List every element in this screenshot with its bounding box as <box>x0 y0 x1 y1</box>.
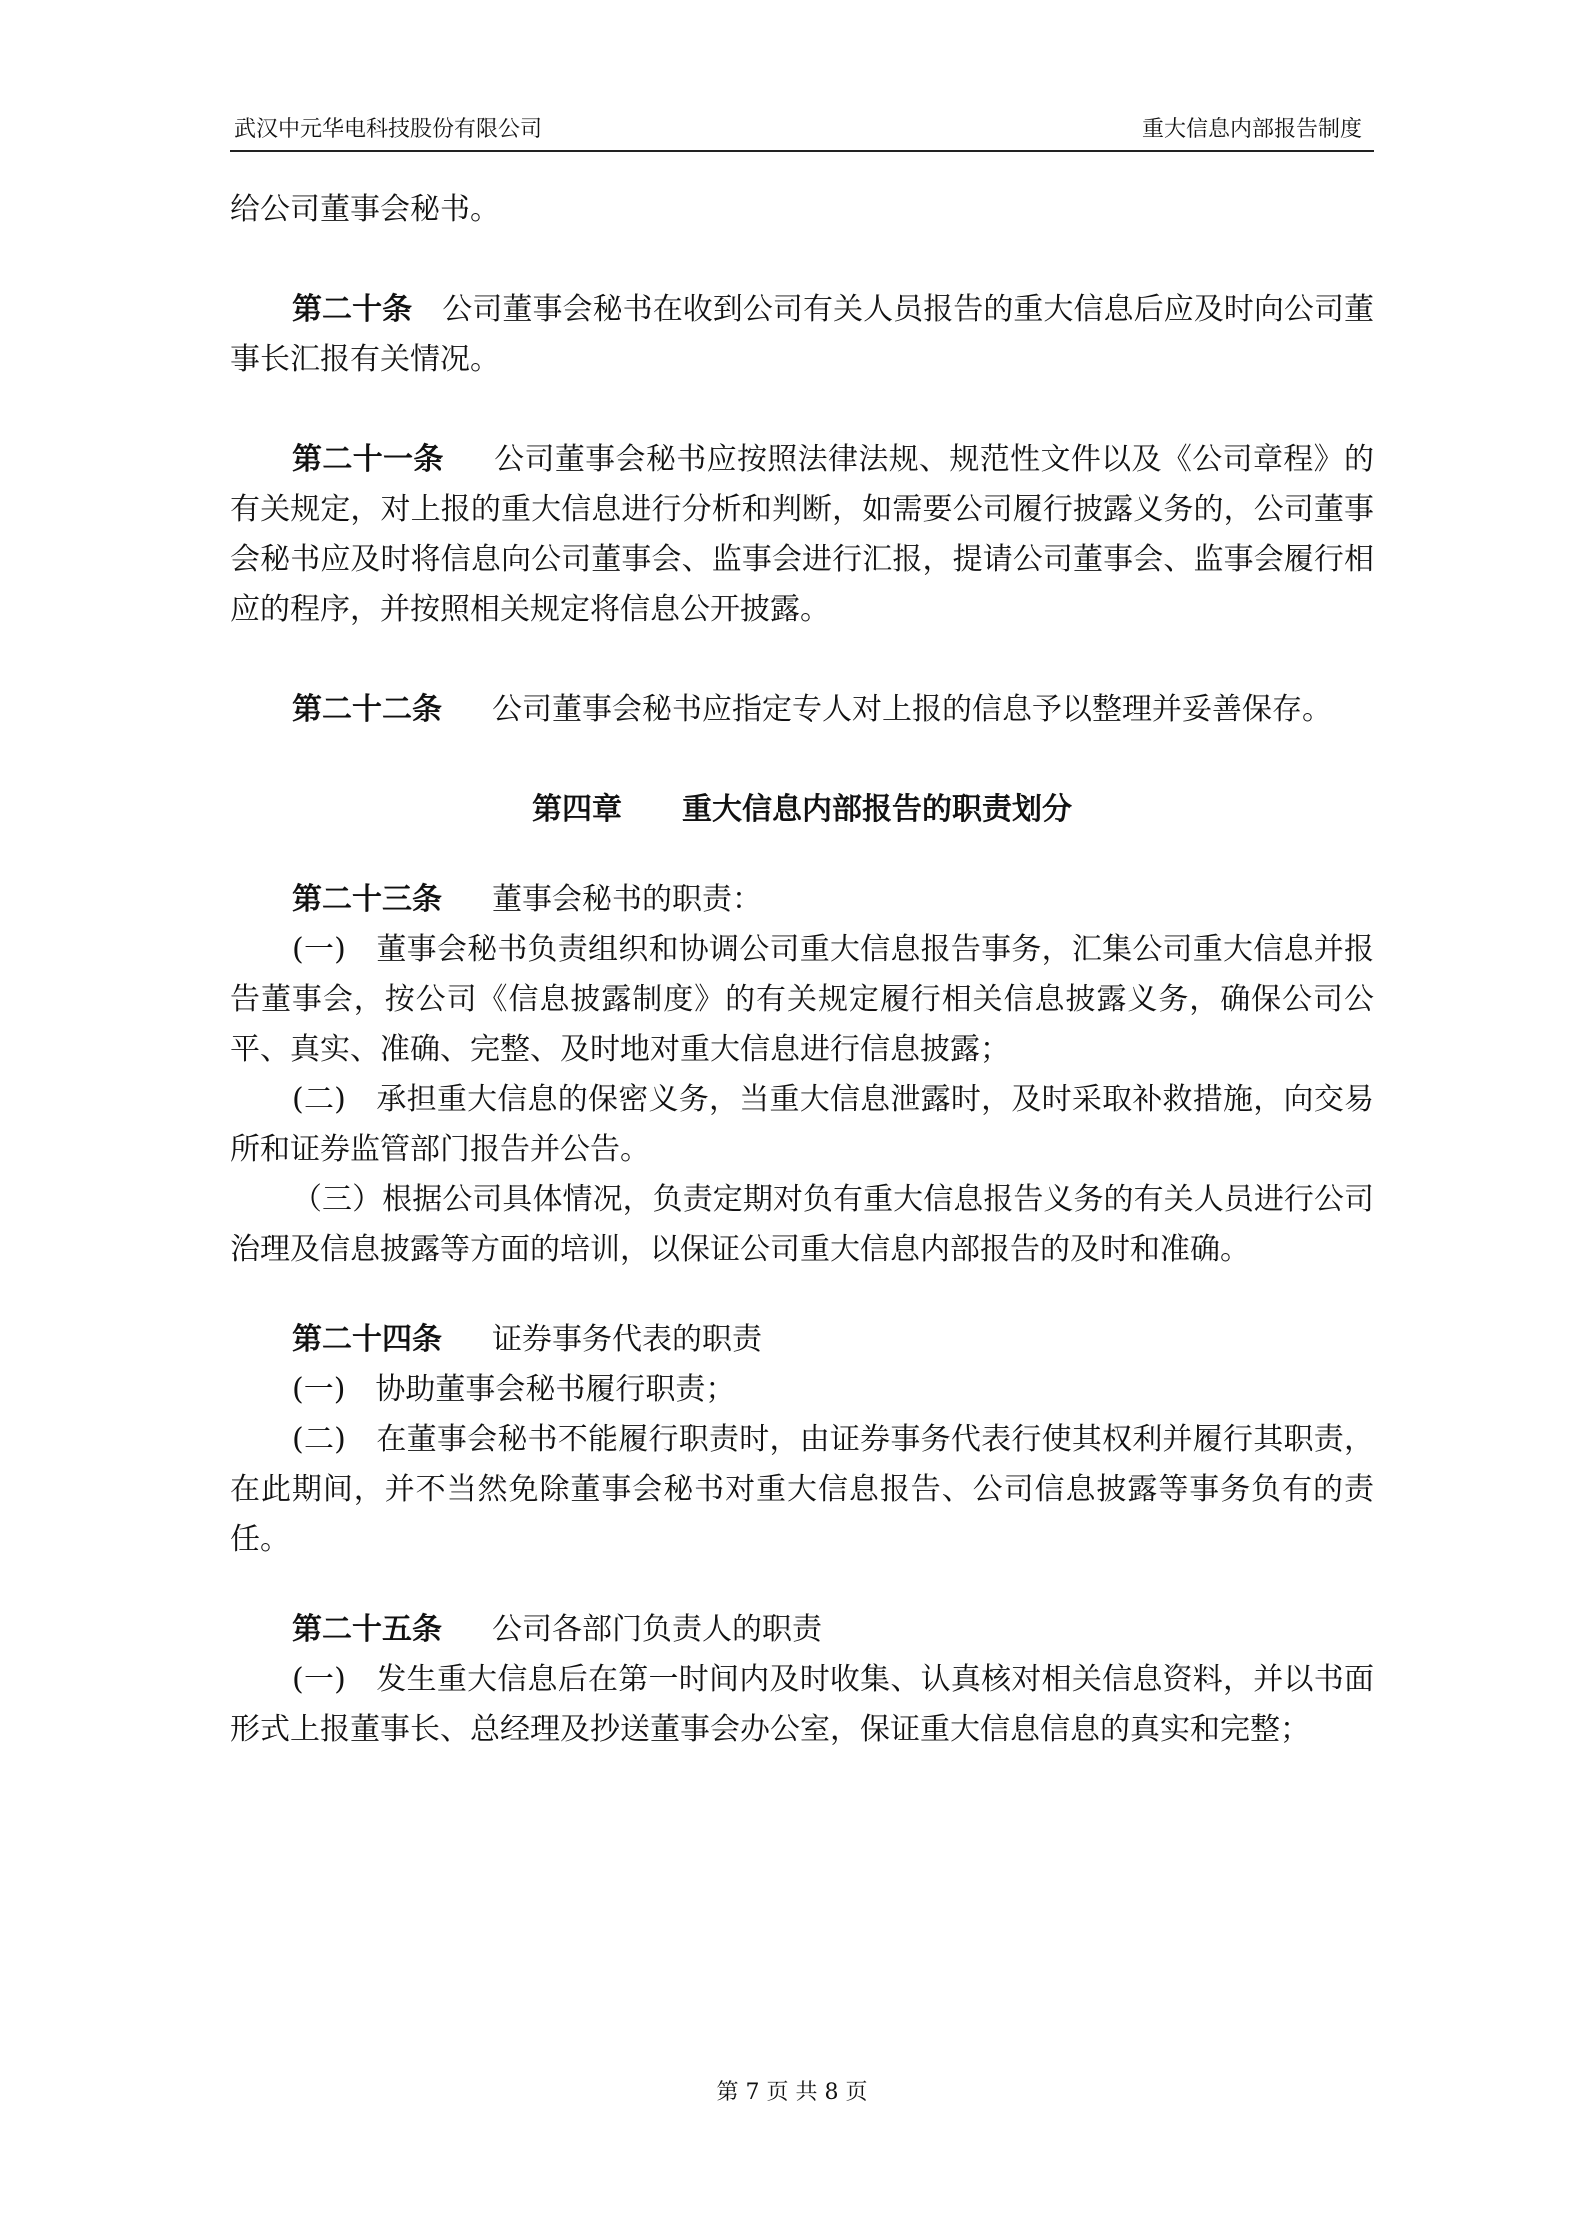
article-22-text: 公司董事会秘书应指定专人对上报的信息予以整理并妥善保存。 <box>492 692 1332 727</box>
page-footer: 第 7 页 共 8 页 <box>716 2080 868 2105</box>
article-21-text: 公司董事会秘书应按照法律法规、规范性文件以及《公司章程》的有关规定，对上报的重大信息进行分析和判断，如需要公司履行披露义务的，公司董事会秘书应及时将信息向公司董事会、监事会进行汇报，提请公司董事会、监事会履行相应的程序，并按照相关规定将信息公开披露。 <box>230 442 1375 627</box>
chapter-heading <box>230 785 1374 835</box>
article-25-label: 第二十五条 <box>292 1612 442 1647</box>
article-21-label: 第二十一条 <box>292 442 444 477</box>
header-company: 武汉中元华电科技股份有限公司 <box>234 117 543 142</box>
document-body <box>230 185 1374 1755</box>
article-20 <box>230 285 1374 385</box>
article-24-item-2: (二) 在董事会秘书不能履行职责时，由证券事务代表行使其权利并履行其职责，在此期间，并不当然免除董事会秘书对重大信息报告、公司信息披露等事务负有的责任。 <box>230 1422 1374 1557</box>
article-20-label: 第二十条 <box>292 292 413 327</box>
article-24 <box>230 1315 1374 1365</box>
article-22 <box>230 685 1374 735</box>
chapter-title: 重大信息内部报告的职责划分 <box>682 792 1072 827</box>
chapter-number: 第四章 <box>532 792 622 827</box>
article-23-text: 董事会秘书的职责： <box>492 882 762 917</box>
article-23-item-2: (二) 承担重大信息的保密义务，当重大信息泄露时，及时采取补救措施，向交易所和证券监管部门报告并公告。 <box>230 1082 1374 1167</box>
article-24-item-1: (一) 协助董事会秘书履行职责； <box>292 1372 736 1407</box>
article-25 <box>230 1605 1374 1655</box>
continued-paragraph: 给公司董事会秘书。 <box>230 192 500 227</box>
article-23-item-3: （三）根据公司具体情况，负责定期对负有重大信息报告义务的有关人员进行公司治理及信息披露等方面的培训，以保证公司重大信息内部报告的及时和准确。 <box>230 1182 1374 1267</box>
article-20-text: 公司董事会秘书在收到公司有关人员报告的重大信息后应及时向公司董事长汇报有关情况。 <box>230 292 1375 377</box>
article-23-label: 第二十三条 <box>292 882 442 917</box>
article-21 <box>230 435 1374 635</box>
page-header <box>230 110 1374 152</box>
article-25-text: 公司各部门负责人的职责 <box>492 1612 822 1647</box>
article-22-label: 第二十二条 <box>292 692 442 727</box>
article-24-text: 证券事务代表的职责 <box>492 1322 762 1357</box>
article-23 <box>230 875 1374 925</box>
article-25-item-1: (一) 发生重大信息后在第一时间内及时收集、认真核对相关信息资料，并以书面形式上报董事长、总经理及抄送董事会办公室，保证重大信息信息的真实和完整； <box>230 1662 1374 1747</box>
article-23-item-1: (一) 董事会秘书负责组织和协调公司重大信息报告事务，汇集公司重大信息并报告董事会，按公司《信息披露制度》的有关规定履行相关信息披露义务，确保公司公平、真实、准确、完整、及时地对重大信息进行信息披露； <box>230 932 1374 1067</box>
article-24-label: 第二十四条 <box>292 1322 442 1357</box>
header-doc-title: 重大信息内部报告制度 <box>1141 117 1362 142</box>
